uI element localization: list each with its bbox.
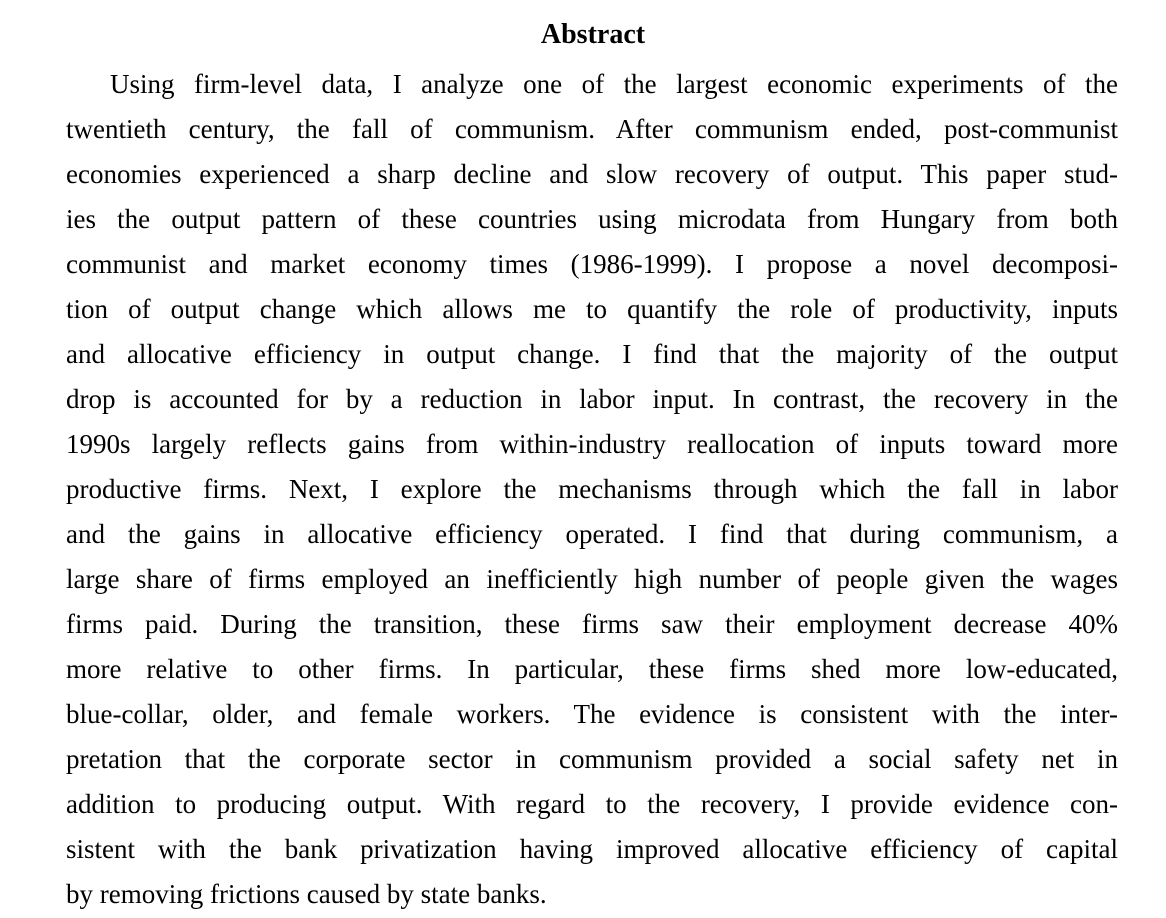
abstract-line: pretation that the corporate sector in communism provided a social safety net in bbox=[66, 744, 1118, 774]
abstract-line: ies the output pattern of these countries using microdata from Hungary from both bbox=[66, 204, 1118, 234]
abstract-line: communist and market economy times (1986-1999). I propose a novel decomposi- bbox=[66, 249, 1118, 279]
abstract-line: tion of output change which allows me to quantify the role of productivity, inputs bbox=[66, 294, 1118, 324]
abstract-line: blue-collar, older, and female workers. The evidence is consistent with the inter- bbox=[66, 699, 1118, 729]
abstract-line: by removing frictions caused by state banks. bbox=[66, 879, 547, 909]
abstract-line: twentieth century, the fall of communism. After communism ended, post-communist bbox=[66, 114, 1118, 144]
abstract-line: productive firms. Next, I explore the mechanisms through which the fall in labor bbox=[66, 474, 1118, 504]
abstract-line: more relative to other firms. In particular, these firms shed more low-educated, bbox=[66, 654, 1118, 684]
abstract-line: Using firm-level data, I analyze one of the largest economic experiments of the bbox=[110, 69, 1118, 99]
abstract-line: and allocative efficiency in output change. I find that the majority of the output bbox=[66, 339, 1118, 369]
abstract-line: addition to producing output. With regard to the recovery, I provide evidence con- bbox=[66, 789, 1118, 819]
abstract-line: economies experienced a sharp decline and slow recovery of output. This paper stud- bbox=[66, 159, 1118, 189]
abstract-line: 1990s largely reflects gains from within-industry reallocation of inputs toward more bbox=[66, 429, 1118, 459]
abstract-line: drop is accounted for by a reduction in labor input. In contrast, the recovery in the bbox=[66, 384, 1118, 414]
abstract-line: sistent with the bank privatization having improved allocative efficiency of capital bbox=[66, 834, 1118, 864]
abstract-line: and the gains in allocative efficiency operated. I find that during communism, a bbox=[66, 519, 1118, 549]
abstract-heading: Abstract bbox=[540, 19, 646, 50]
abstract-body bbox=[66, 62, 1118, 917]
abstract-line: firms paid. During the transition, these firms saw their employment decrease 40% bbox=[66, 609, 1118, 639]
abstract-line: large share of firms employed an inefficiently high number of people given the wages bbox=[66, 564, 1118, 594]
